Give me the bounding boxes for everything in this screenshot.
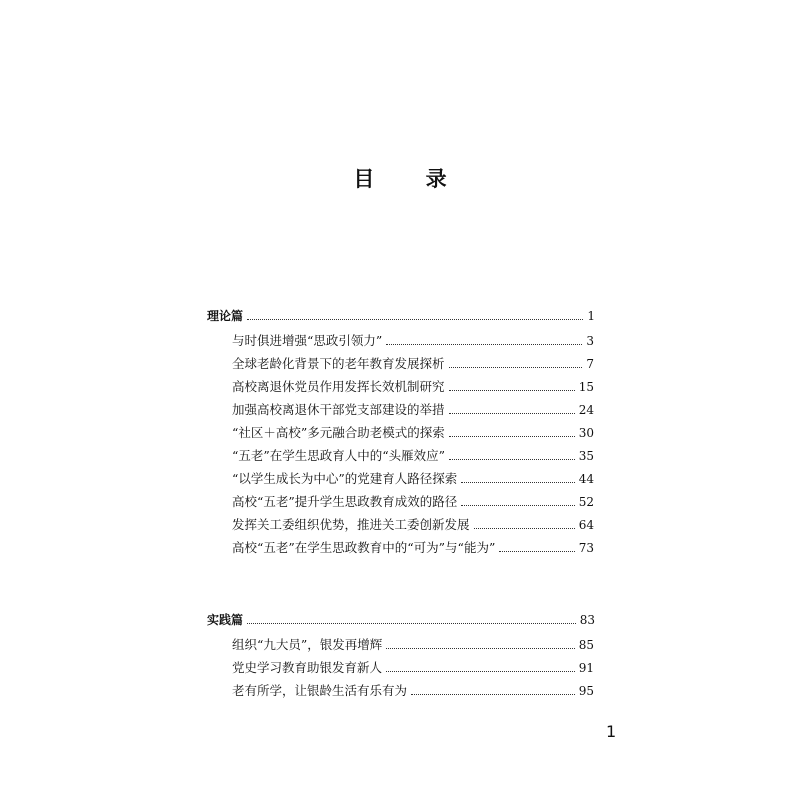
toc-page-number: 64 — [578, 518, 594, 532]
toc-entry[interactable] — [232, 635, 594, 655]
leader-dots — [386, 670, 575, 672]
toc-entry[interactable] — [232, 469, 594, 489]
page-title: 目 录 — [353, 166, 469, 191]
toc-page-number: 52 — [578, 495, 594, 509]
toc-section-theory[interactable] — [207, 306, 595, 326]
toc-entry[interactable] — [232, 400, 594, 420]
toc-entry-title: 组织“九大员”，银发再增辉 — [232, 637, 383, 652]
leader-dots — [474, 527, 575, 529]
toc-section-title: 理论篇 — [207, 309, 244, 323]
page-number: 1 — [606, 722, 617, 741]
toc-entry-title: 高校“五老”在学生思政教育中的“可为”与“能为” — [232, 540, 496, 555]
leader-dots — [461, 481, 574, 483]
toc-entry[interactable] — [232, 354, 594, 374]
leader-dots — [461, 504, 574, 506]
toc-page-number: 35 — [578, 449, 594, 463]
leader-dots — [411, 693, 575, 695]
toc-page-number: 15 — [578, 380, 594, 394]
toc-entry[interactable] — [232, 423, 594, 443]
toc-entry[interactable] — [232, 492, 594, 512]
toc-page-number: 73 — [578, 541, 594, 555]
toc-page-number: 85 — [578, 638, 594, 652]
toc-entry-title: “以学生成长为中心”的党建育人路径探索 — [232, 471, 458, 486]
toc-entry[interactable] — [232, 658, 594, 678]
toc-page-number: 3 — [586, 334, 594, 348]
toc-page-number: 30 — [578, 426, 594, 440]
toc-section-practice[interactable] — [207, 610, 595, 630]
toc-entry-title: 高校“五老”提升学生思政教育成效的路径 — [232, 494, 458, 509]
toc-entry[interactable] — [232, 331, 594, 351]
toc-entry-title: “社区＋高校”多元融合助老模式的探索 — [232, 425, 445, 440]
toc-page-number: 44 — [578, 472, 594, 486]
toc-page-number: 91 — [578, 661, 594, 675]
toc-page-number: 24 — [578, 403, 594, 417]
toc-entry[interactable] — [232, 377, 594, 397]
toc-entry[interactable] — [232, 515, 594, 535]
leader-dots — [449, 435, 575, 437]
toc-page-number: 7 — [586, 357, 594, 371]
toc-entry-title: “五老”在学生思政育人中的“头雁效应” — [232, 448, 446, 463]
toc-page-number: 1 — [587, 309, 595, 323]
leader-dots — [247, 318, 583, 320]
leader-dots — [449, 389, 575, 391]
toc-entry-title: 发挥关工委组织优势，推进关工委创新发展 — [232, 517, 470, 532]
toc-entry[interactable] — [232, 681, 594, 701]
leader-dots — [247, 622, 576, 624]
leader-dots — [499, 550, 574, 552]
leader-dots — [449, 412, 575, 414]
toc-section-title: 实践篇 — [207, 613, 244, 627]
leader-dots — [386, 343, 582, 345]
toc-page-number: 83 — [579, 613, 595, 627]
toc-entry-title: 党史学习教育助银发育新人 — [232, 660, 383, 675]
toc-entry[interactable] — [232, 538, 594, 558]
toc-entry-title: 全球老龄化背景下的老年教育发展探析 — [232, 356, 445, 371]
leader-dots — [386, 647, 574, 649]
leader-dots — [449, 366, 583, 368]
toc-entry[interactable] — [232, 446, 594, 466]
toc-entry-title: 老有所学，让银龄生活有乐有为 — [232, 683, 408, 698]
toc-entry-title: 加强高校离退休干部党支部建设的举措 — [232, 402, 445, 417]
toc-entry-title: 与时俱进增强“思政引领力” — [232, 333, 383, 348]
leader-dots — [449, 458, 575, 460]
toc-page-number: 95 — [578, 684, 594, 698]
toc-entry-title: 高校离退休党员作用发挥长效机制研究 — [232, 379, 445, 394]
